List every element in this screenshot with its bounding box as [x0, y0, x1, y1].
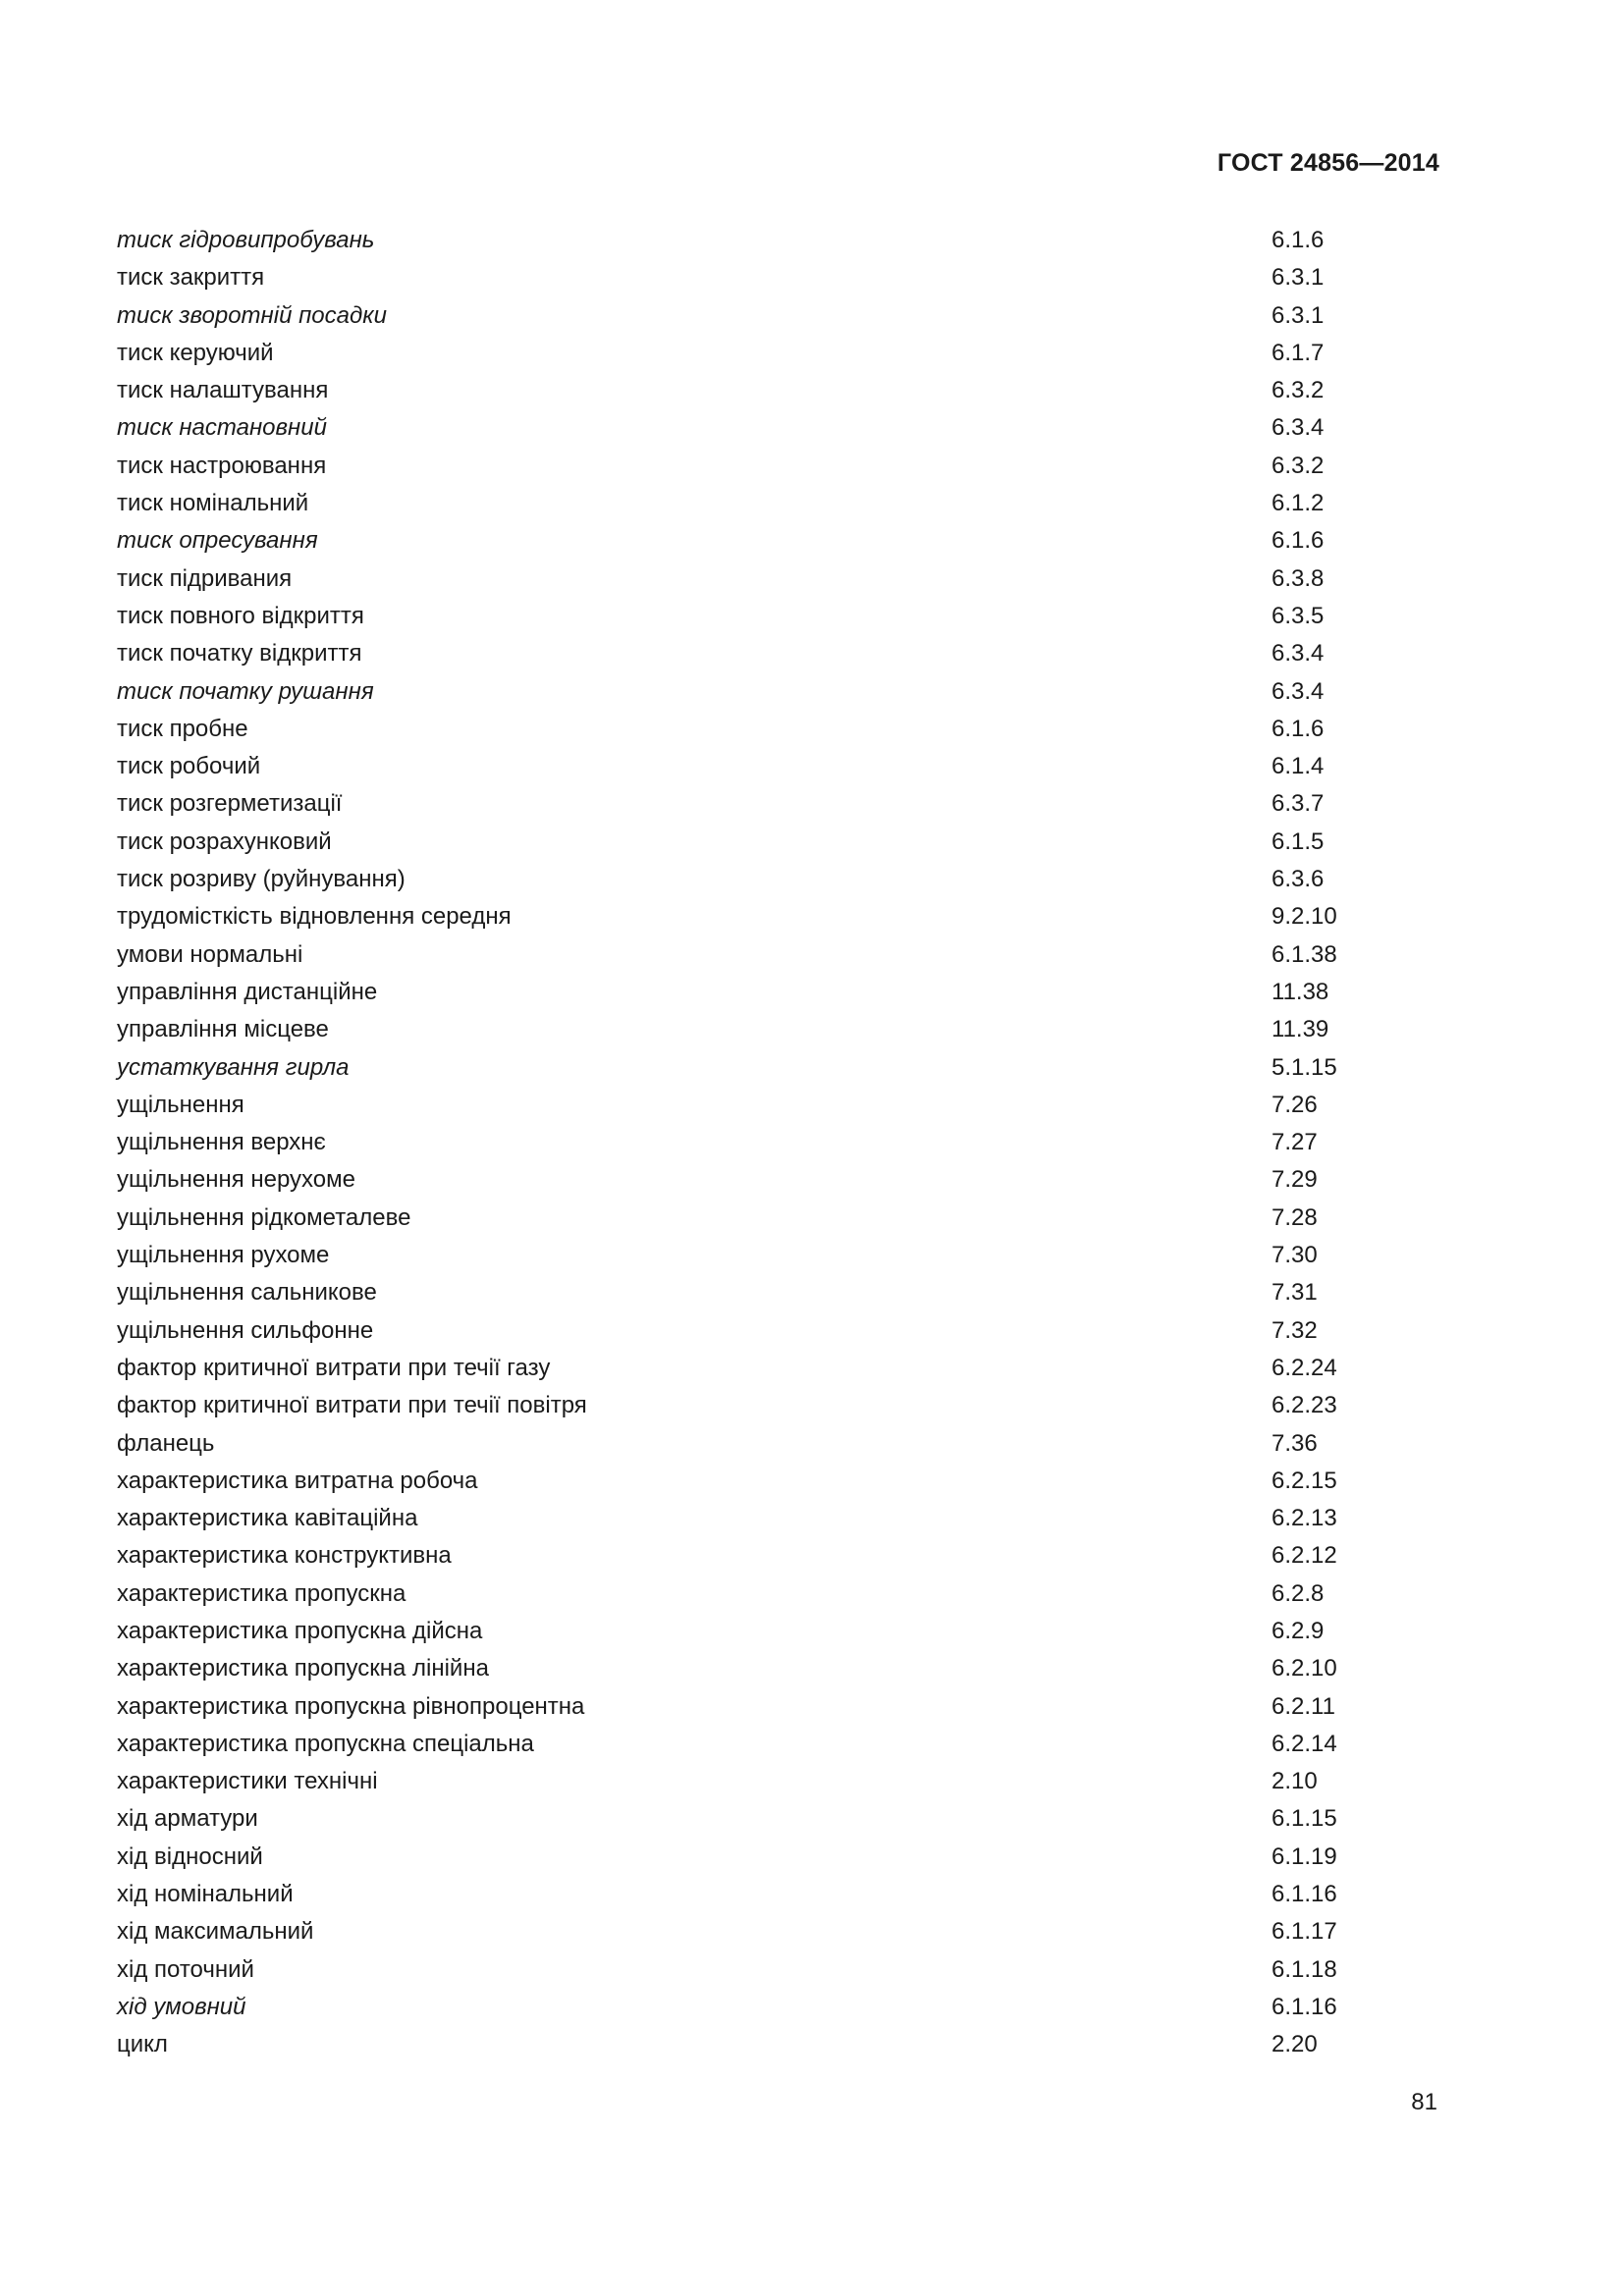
index-entry: [117, 1800, 1344, 1838]
index-term: характеристика конструктивна: [117, 1542, 452, 1570]
index-entry: [117, 598, 1344, 635]
index-entry: [117, 372, 1344, 409]
index-term: характеристика пропускна спеціальна: [117, 1730, 534, 1757]
index-entry: [117, 1274, 1344, 1311]
index-reference: 9.2.10: [1272, 903, 1337, 931]
page-number: 81: [1411, 2089, 1437, 2115]
index-term: характеристики технічні: [117, 1768, 378, 1795]
index-entry: [117, 448, 1344, 485]
index-reference: 6.2.10: [1272, 1655, 1337, 1682]
index-term: ущільнення: [117, 1091, 244, 1118]
index-entry: [117, 222, 1344, 259]
index-reference: 6.1.19: [1272, 1842, 1337, 1870]
index-entry: [117, 259, 1344, 296]
index-term: устаткування гирла: [117, 1053, 350, 1081]
index-term: тиск розгерметизації: [117, 790, 343, 818]
index-term: тиск настроювання: [117, 452, 327, 479]
document-header: ГОСТ 24856—2014: [1217, 149, 1439, 177]
index-reference: 6.3.1: [1272, 264, 1325, 292]
index-term: тиск керуючий: [117, 339, 274, 366]
index-term: ущільнення верхнє: [117, 1129, 326, 1156]
index-reference: 11.39: [1272, 1016, 1329, 1043]
index-reference: 6.2.24: [1272, 1354, 1337, 1381]
index-entry: [117, 673, 1344, 711]
index-entry: [117, 898, 1344, 935]
index-term: ущільнення рухоме: [117, 1242, 330, 1269]
index-entry: [117, 1425, 1344, 1463]
index-term: трудомісткість відновлення середня: [117, 903, 512, 931]
index-entry: [117, 1989, 1344, 2026]
index-term: характеристика пропускна лінійна: [117, 1655, 489, 1682]
index-entry: [117, 1161, 1344, 1199]
index-term: ущільнення нерухоме: [117, 1166, 355, 1194]
index-entry: [117, 1312, 1344, 1350]
index-reference: 6.2.15: [1272, 1467, 1337, 1494]
index-entry: [117, 1913, 1344, 1950]
index-reference: 6.1.4: [1272, 753, 1325, 780]
index-entry: [117, 2026, 1344, 2063]
index-entry: [117, 1500, 1344, 1537]
index-reference: 6.3.6: [1272, 866, 1325, 893]
index-reference: 7.31: [1272, 1279, 1318, 1307]
index-entry: [117, 1575, 1344, 1613]
index-entry: [117, 1839, 1344, 1876]
index-term: цикл: [117, 2031, 168, 2058]
index-reference: 6.3.2: [1272, 452, 1325, 479]
index-entry: [117, 1537, 1344, 1575]
index-entry: [117, 1087, 1344, 1124]
index-reference: 2.20: [1272, 2031, 1318, 2058]
index-reference: 6.1.17: [1272, 1918, 1337, 1946]
index-reference: 6.1.5: [1272, 828, 1325, 855]
index-entry: [117, 824, 1344, 861]
index-entry: [117, 1763, 1344, 1800]
index-term: тиск настановний: [117, 414, 327, 442]
index-entry: [117, 1237, 1344, 1274]
index-reference: 6.2.11: [1272, 1692, 1335, 1720]
index-reference: 7.32: [1272, 1316, 1318, 1344]
index-term: хід номінальний: [117, 1881, 294, 1908]
index-entry: [117, 748, 1344, 785]
index-reference: 5.1.15: [1272, 1053, 1337, 1081]
index-term: ущільнення сильфонне: [117, 1316, 374, 1344]
index-reference: 11.38: [1272, 978, 1329, 1005]
index-reference: 6.2.14: [1272, 1730, 1337, 1757]
index-entry: [117, 1951, 1344, 1989]
index-term: тиск початку відкриття: [117, 640, 362, 667]
index-entry: [117, 1124, 1344, 1161]
index-reference: 6.2.12: [1272, 1542, 1337, 1570]
index-term: характеристика пропускна дійсна: [117, 1617, 483, 1644]
index-entry: [117, 861, 1344, 898]
index-entry: [117, 1876, 1344, 1913]
index-term: тиск зворотній посадки: [117, 301, 387, 329]
index-entry: [117, 1463, 1344, 1500]
index-entry: [117, 485, 1344, 522]
index-entry: [117, 522, 1344, 560]
index-term: тиск робочий: [117, 753, 261, 780]
index-term: тиск розриву (руйнування): [117, 866, 406, 893]
index-term: ущільнення сальникове: [117, 1279, 377, 1307]
index-reference: 6.2.8: [1272, 1579, 1325, 1607]
index-entry: [117, 635, 1344, 672]
index-entry: [117, 974, 1344, 1011]
index-reference: 6.3.7: [1272, 790, 1325, 818]
index-reference: 6.1.7: [1272, 339, 1325, 366]
index-reference: 6.3.2: [1272, 377, 1325, 404]
index-reference: 7.26: [1272, 1091, 1318, 1118]
index-term: тиск гідровипробувань: [117, 227, 375, 253]
index-reference: 7.36: [1272, 1429, 1318, 1457]
index-entry: [117, 409, 1344, 447]
index-reference: 6.2.13: [1272, 1505, 1337, 1532]
index-reference: 6.3.4: [1272, 677, 1325, 705]
index-reference: 6.3.8: [1272, 564, 1325, 592]
index-entry: [117, 1613, 1344, 1650]
index-reference: 6.1.6: [1272, 227, 1325, 253]
index-term: фланець: [117, 1429, 215, 1457]
index-reference: 6.1.38: [1272, 940, 1337, 968]
index-entry: [117, 561, 1344, 598]
index-term: фактор критичної витрати при течії повітря: [117, 1392, 587, 1419]
index-entry: [117, 335, 1344, 372]
index-reference: 7.29: [1272, 1166, 1318, 1194]
index-term: тиск розрахунковий: [117, 828, 332, 855]
index-term: тиск налаштування: [117, 377, 329, 404]
index-term: хід арматури: [117, 1805, 258, 1833]
index-reference: 7.30: [1272, 1242, 1318, 1269]
index-term: управління місцеве: [117, 1016, 329, 1043]
index-entry: [117, 711, 1344, 748]
index-term: хід максимальний: [117, 1918, 314, 1946]
index-entry: [117, 1650, 1344, 1687]
index-term: характеристика пропускна: [117, 1579, 406, 1607]
index-entry: [117, 1726, 1344, 1763]
index-entry: [117, 1688, 1344, 1726]
index-reference: 6.1.6: [1272, 527, 1325, 555]
index-reference: 6.2.23: [1272, 1392, 1337, 1419]
index-reference: 6.2.9: [1272, 1617, 1325, 1644]
index-term: тиск номінальний: [117, 490, 309, 517]
index-term: хід поточний: [117, 1955, 254, 1983]
index-term: характеристика пропускна рівнопроцентна: [117, 1692, 585, 1720]
index-reference: 6.1.18: [1272, 1955, 1337, 1983]
index-reference: 6.1.16: [1272, 1993, 1337, 2020]
index-term: тиск початку рушання: [117, 677, 374, 705]
index-entry: [117, 785, 1344, 823]
index-reference: 7.27: [1272, 1129, 1318, 1156]
index-term: характеристика кавітаційна: [117, 1505, 418, 1532]
index-entry: [117, 936, 1344, 974]
index-entry: [117, 1200, 1344, 1237]
index-term: хід умовний: [117, 1993, 246, 2020]
index-term: тиск підривания: [117, 564, 293, 592]
index-reference: 6.1.16: [1272, 1881, 1337, 1908]
index-reference: 6.1.15: [1272, 1805, 1337, 1833]
index-entry: [117, 1049, 1344, 1087]
index-entry: [117, 1350, 1344, 1387]
index-term: тиск пробне: [117, 715, 248, 742]
index-term: характеристика витратна робоча: [117, 1467, 478, 1494]
index-reference: 6.3.4: [1272, 414, 1325, 442]
index-term: фактор критичної витрати при течії газу: [117, 1354, 551, 1381]
index-term: тиск закриття: [117, 264, 265, 292]
index-term: тиск опресування: [117, 527, 318, 555]
index-reference: 6.3.5: [1272, 602, 1325, 629]
index-term: хід відносний: [117, 1842, 263, 1870]
index-entry: [117, 1387, 1344, 1424]
index-term: умови нормальні: [117, 940, 303, 968]
index-reference: 2.10: [1272, 1768, 1318, 1795]
index-term: ущільнення рідкометалеве: [117, 1203, 411, 1231]
index-reference: 6.1.2: [1272, 490, 1325, 517]
index-entry: [117, 1011, 1344, 1048]
index-term: управління дистанційне: [117, 978, 378, 1005]
index-reference: 6.3.4: [1272, 640, 1325, 667]
term-index-list: [117, 222, 1344, 2064]
index-reference: 6.3.1: [1272, 301, 1325, 329]
index-reference: 6.1.6: [1272, 715, 1325, 742]
index-entry: [117, 297, 1344, 335]
index-term: тиск повного відкриття: [117, 602, 364, 629]
index-reference: 7.28: [1272, 1203, 1318, 1231]
